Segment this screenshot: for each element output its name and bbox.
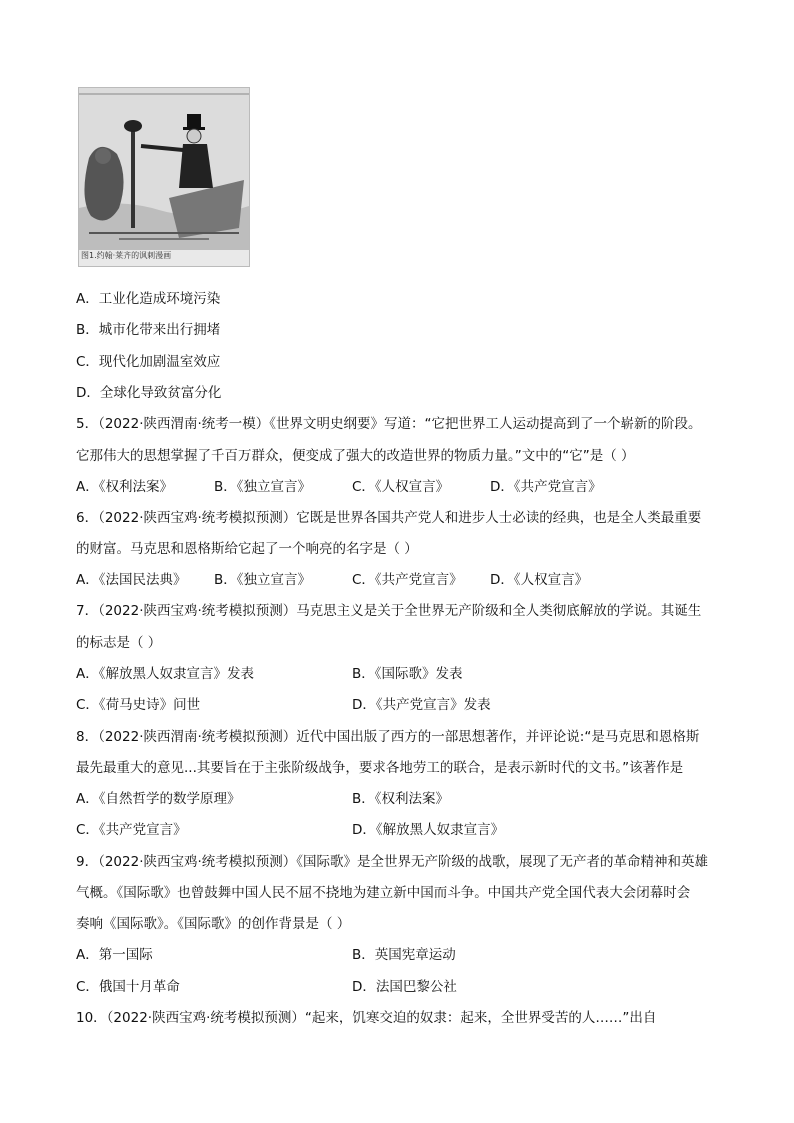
q9-stem-line-1: 9．（2022·陕西宝鸡·统考模拟预测）《国际歌》是全世界无产阶级的战歌，展现了无产者的革命精神和英雄 — [76, 854, 709, 870]
q10-stem-line-1: 10．（2022·陕西宝鸡·统考模拟预测）“起来，饥寒交迫的奴隶：起来，全世界受苦的人……”出自 — [76, 1010, 657, 1026]
q5-option-a: A．《权利法案》 — [76, 479, 173, 495]
q8-option-d: D．《解放黑人奴隶宣言》 — [352, 822, 505, 838]
q8-stem-line-2: 最先最重大的意见...其要旨在于主张阶级战争，要求各地劳工的联合，是表示新时代的文书。”该著作是 — [76, 760, 684, 776]
q8-stem-line-1: 8．（2022·陕西渭南·统考模拟预测）近代中国出版了西方的一部思想著作，并评论说:“是马克思和恩格斯 — [76, 729, 700, 745]
q7-option-c: C．《荷马史诗》问世 — [76, 697, 201, 713]
q5-option-d: D．《共产党宣言》 — [490, 479, 602, 495]
cartoon-illustration — [79, 88, 249, 250]
q8-option-c: C．《共产党宣言》 — [76, 822, 187, 838]
q9-option-b: B．英国宪章运动 — [352, 947, 456, 963]
q5-stem-line-2: 它那伟大的思想掌握了千百万群众，便变成了强大的改造世界的物质力量。”文中的“它”是（ ） — [76, 448, 635, 464]
q9-stem-line-2: 气概。《国际歌》也曾鼓舞中国人民不屈不挠地为建立新中国而斗争。中国共产党全国代表大会闭幕时会 — [76, 885, 691, 901]
q8-option-b: B．《权利法案》 — [352, 791, 450, 807]
satire-cartoon-image — [78, 87, 250, 267]
q7-option-d: D．《共产党宣言》发表 — [352, 697, 491, 713]
q5-stem-line-1: 5．（2022·陕西渭南·统考一模）《世界文明史纲要》写道：“它把世界工人运动提高到了一个崭新的阶段。 — [76, 416, 702, 432]
q9-option-d: D．法国巴黎公社 — [352, 979, 457, 995]
q7-stem-line-2: 的标志是（ ） — [76, 635, 162, 651]
q5-option-b: B．《独立宣言》 — [214, 479, 312, 495]
q6-option-d: D．《人权宣言》 — [490, 572, 589, 588]
q6-option-a: A．《法国民法典》 — [76, 572, 187, 588]
q7-option-a: A．《解放黑人奴隶宣言》发表 — [76, 666, 254, 682]
q7-option-b: B．《国际歌》发表 — [352, 666, 463, 682]
q5-option-c: C．《人权宣言》 — [352, 479, 450, 495]
q4-option-a: A．工业化造成环境污染 — [76, 291, 221, 307]
q9-stem-line-3: 奏响《国际歌》。《国际歌》的创作背景是（ ） — [76, 916, 351, 932]
q8-option-a: A．《自然哲学的数学原理》 — [76, 791, 241, 807]
q6-option-b: B．《独立宣言》 — [214, 572, 312, 588]
q9-option-c: C．俄国十月革命 — [76, 979, 180, 995]
q4-option-b: B．城市化带来出行拥堵 — [76, 322, 221, 338]
q9-option-a: A．第一国际 — [76, 947, 153, 963]
q4-option-c: C．现代化加剧温室效应 — [76, 354, 221, 370]
q6-option-c: C．《共产党宣言》 — [352, 572, 463, 588]
figure-caption: 图1.约翰·莱齐的讽刺漫画 — [81, 251, 172, 260]
q4-option-d: D．全球化导致贫富分化 — [76, 385, 222, 401]
q7-stem-line-1: 7．（2022·陕西宝鸡·统考模拟预测）马克思主义是关于全世界无产阶级和全人类彻底解放的学说。其诞生 — [76, 603, 702, 619]
q6-stem-line-2: 的财富。马克思和恩格斯给它起了一个响亮的名字是（ ） — [76, 541, 418, 557]
q6-stem-line-1: 6．（2022·陕西宝鸡·统考模拟预测）它既是世界各国共产党人和进步人士必读的经典，也是全人类最重要 — [76, 510, 702, 526]
